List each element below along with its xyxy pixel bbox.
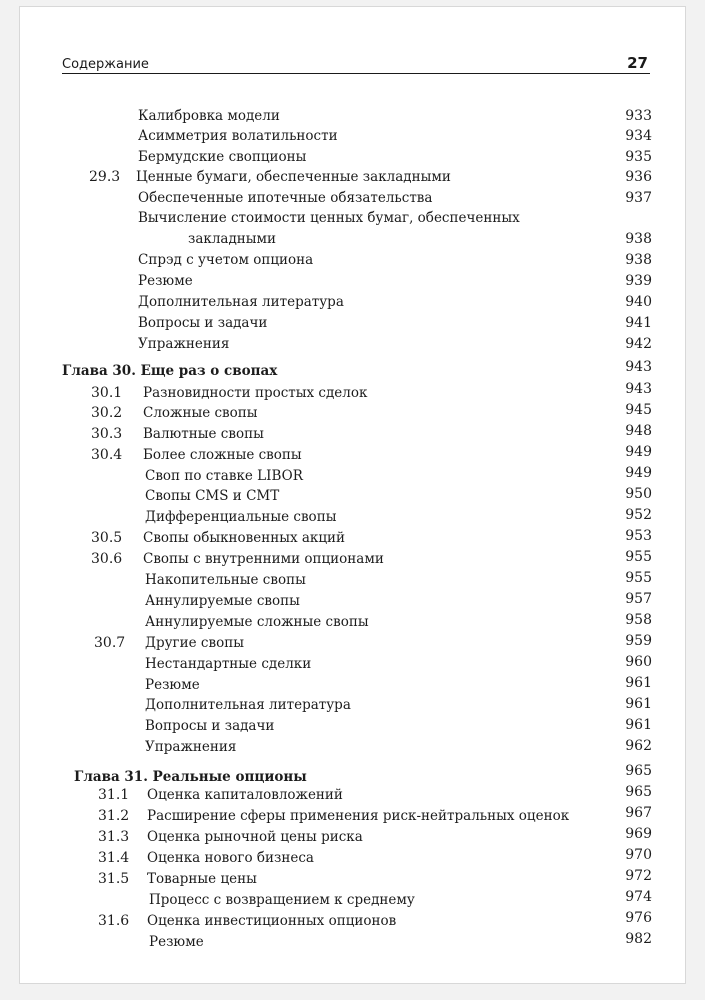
- toc-entry-title: Товарные цены: [147, 871, 257, 887]
- toc-section-number: 30.4: [91, 447, 123, 463]
- toc-section-number: 31.3: [98, 829, 130, 845]
- toc-entry-title: Обеспеченные ипотечные обязательства: [138, 190, 433, 206]
- toc-page-number: 952: [625, 507, 652, 523]
- toc-entry-title: Оценка инвестиционных опционов: [147, 913, 397, 929]
- toc-section-number: 31.5: [98, 871, 130, 887]
- toc-section-number: 30.3: [91, 426, 123, 442]
- toc-page-number: 967: [625, 805, 652, 821]
- table-of-contents: [20, 7, 685, 983]
- toc-entry-title: Более сложные свопы: [143, 447, 302, 463]
- toc-entry-title: Разновидности простых сделок: [143, 385, 368, 401]
- toc-page-number: 961: [625, 675, 652, 691]
- toc-page-number: 955: [625, 549, 652, 565]
- toc-entry-title: Аннулируемые свопы: [145, 593, 300, 609]
- toc-page-number: 940: [625, 294, 652, 310]
- toc-page-number: 948: [625, 423, 652, 439]
- toc-page-number: 936: [625, 169, 652, 185]
- toc-entry-title: Свопы обыкновенных акций: [143, 530, 346, 546]
- toc-page-number: 937: [625, 190, 652, 206]
- toc-section-number: 30.7: [94, 635, 126, 651]
- toc-page-number: 953: [625, 528, 652, 544]
- toc-section-number: 31.4: [98, 850, 130, 866]
- toc-page-number: 938: [625, 231, 652, 247]
- toc-page-number: 942: [625, 336, 652, 352]
- toc-page-number: 943: [625, 381, 652, 397]
- toc-section-number: 31.1: [98, 787, 130, 803]
- toc-entry-title: Дополнительная литература: [145, 697, 351, 713]
- toc-section-number: 31.6: [98, 913, 130, 929]
- toc-entry-title: Резюме: [138, 273, 193, 289]
- toc-section-number: 29.3: [89, 169, 121, 185]
- toc-entry-title: Оценка нового бизнеса: [147, 850, 314, 866]
- toc-page-number: 958: [625, 612, 652, 628]
- toc-entry-title: Бермудские свопционы: [138, 149, 307, 165]
- toc-page-number: 950: [625, 486, 652, 502]
- toc-section-number: 31.2: [98, 808, 130, 824]
- toc-entry-title: Расширение сферы применения риск-нейтральных оценок: [147, 808, 570, 824]
- toc-page-number: 935: [625, 149, 652, 165]
- toc-page-number: 949: [625, 444, 652, 460]
- toc-page-number: 982: [625, 931, 652, 947]
- toc-page-number: 955: [625, 570, 652, 586]
- toc-entry-title: Ценные бумаги, обеспеченные закладными: [136, 169, 451, 185]
- toc-page-number: 960: [625, 654, 652, 670]
- toc-page-number: 945: [625, 402, 652, 418]
- toc-entry-title: Накопительные свопы: [145, 572, 306, 588]
- toc-entry-title: Калибровка модели: [138, 108, 280, 124]
- toc-chapter-title: Глава 31. Реальные опционы: [74, 769, 307, 785]
- toc-page-number: 934: [625, 128, 652, 144]
- toc-entry-title: Вопросы и задачи: [145, 718, 275, 734]
- toc-entry-title: Сложные свопы: [143, 405, 258, 421]
- toc-page-number: 938: [625, 252, 652, 268]
- toc-page-number: 943: [625, 359, 652, 375]
- toc-page-number: 974: [625, 889, 652, 905]
- toc-page-number: 965: [625, 784, 652, 800]
- toc-page-number: 961: [625, 696, 652, 712]
- toc-section-number: 30.1: [91, 385, 123, 401]
- toc-entry-title: Спрэд с учетом опциона: [138, 252, 314, 268]
- toc-page-number: 949: [625, 465, 652, 481]
- toc-chapter-title: Глава 30. Еще раз о свопах: [62, 363, 278, 379]
- toc-page-number: 933: [625, 108, 652, 124]
- toc-entry-title: Свопы CMS и CMT: [145, 488, 280, 504]
- document-page: [19, 6, 686, 984]
- toc-entry-title: Дополнительная литература: [138, 294, 344, 310]
- toc-page-number: 970: [625, 847, 652, 863]
- toc-entry-title: Своп по ставке LIBOR: [145, 468, 303, 484]
- toc-entry-title: Свопы с внутренними опционами: [143, 551, 384, 567]
- toc-entry-title: Нестандартные сделки: [145, 656, 312, 672]
- toc-entry-title: Упражнения: [138, 336, 230, 352]
- toc-page-number: 957: [625, 591, 652, 607]
- toc-page-number: 962: [625, 738, 652, 754]
- header-page-number: 27: [627, 54, 648, 72]
- toc-entry-title: Оценка капиталовложений: [147, 787, 343, 803]
- toc-page-number: 941: [625, 315, 652, 331]
- toc-entry-title: Валютные свопы: [143, 426, 264, 442]
- toc-section-number: 30.2: [91, 405, 123, 421]
- toc-page-number: 976: [625, 910, 652, 926]
- toc-entry-title: Дифференциальные свопы: [145, 509, 337, 525]
- toc-entry-title: Оценка рыночной цены риска: [147, 829, 363, 845]
- toc-page-number: 965: [625, 763, 652, 779]
- toc-page-number: 939: [625, 273, 652, 289]
- toc-entry-title: Асимметрия волатильности: [138, 128, 338, 144]
- toc-page-number: 969: [625, 826, 652, 842]
- header-title: Содержание: [62, 57, 149, 72]
- toc-section-number: 30.6: [91, 551, 123, 567]
- toc-entry-title: Упражнения: [145, 739, 237, 755]
- toc-entry-title: закладными: [188, 231, 277, 247]
- toc-entry-title: Процесс с возвращением к среднему: [149, 892, 415, 908]
- toc-page-number: 972: [625, 868, 652, 884]
- toc-page-number: 961: [625, 717, 652, 733]
- toc-entry-title: Аннулируемые сложные свопы: [145, 614, 369, 630]
- toc-page-number: 959: [625, 633, 652, 649]
- toc-entry-title: Вопросы и задачи: [138, 315, 268, 331]
- toc-entry-title: Резюме: [149, 934, 204, 950]
- toc-entry-title: Другие свопы: [145, 635, 244, 651]
- toc-entry-title: Вычисление стоимости ценных бумаг, обеспеченных: [138, 210, 520, 226]
- toc-section-number: 30.5: [91, 530, 123, 546]
- toc-entry-title: Резюме: [145, 677, 200, 693]
